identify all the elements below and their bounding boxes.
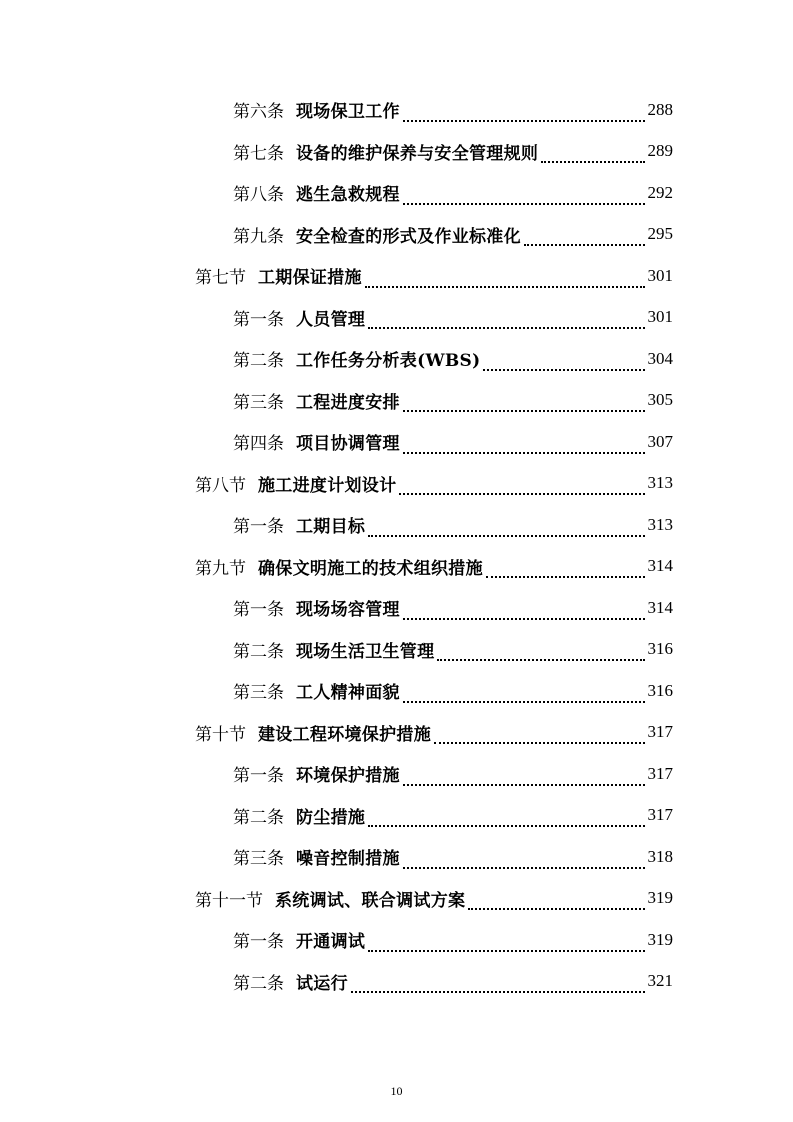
dot-leader [403,187,645,205]
toc-entry-page: 301 [647,307,673,327]
toc-entry-title: 确保文明施工的技术组织措施 [258,558,483,579]
toc-entry-number: 第七条 [233,143,284,164]
dot-leader [541,145,644,163]
toc-entry[interactable] [0,89,793,131]
toc-entry[interactable] [0,546,793,588]
toc-entry-page: 316 [647,639,673,659]
dot-leader [483,353,644,371]
toc-entry-page: 317 [647,805,673,825]
toc-entry-page: 314 [647,597,673,617]
toc-entry-number: 第一条 [233,932,284,953]
toc-entry[interactable] [0,878,793,920]
dot-leader [437,643,644,661]
toc-entry-title: 防尘措施 [296,807,366,828]
dot-leader [399,477,644,495]
dot-leader [368,934,644,952]
toc-entry-number: 第四条 [233,434,284,455]
toc-entry-page: 288 [647,99,673,119]
toc-entry-page: 292 [647,182,673,202]
toc-entry-title: 现场生活卫生管理 [296,641,435,662]
toc-entry-number: 第九条 [233,226,284,247]
toc-entry[interactable] [0,131,793,173]
dot-leader [368,519,644,537]
toc-entry-page: 307 [647,431,673,451]
toc-entry-title: 项目协调管理 [296,434,400,455]
toc-entry-page: 313 [647,514,673,534]
toc-entry[interactable] [0,795,793,837]
toc-entry-page: 321 [647,971,673,991]
toc-entry-number: 第九节 [195,558,246,579]
toc-entry[interactable] [0,297,793,339]
toc-entry[interactable] [0,380,793,422]
toc-entry-number: 第二条 [233,351,284,372]
toc-entry-title: 工期目标 [296,517,366,538]
table-of-contents [0,89,793,1002]
toc-entry-page: 289 [647,141,673,161]
toc-entry-page: 301 [647,265,673,285]
dot-leader [403,768,645,786]
toc-entry[interactable] [0,421,793,463]
toc-entry-page: 316 [647,680,673,700]
toc-entry[interactable] [0,836,793,878]
toc-entry[interactable] [0,172,793,214]
toc-entry[interactable] [0,463,793,505]
toc-entry[interactable] [0,670,793,712]
dot-leader [468,892,644,910]
toc-entry-page: 295 [647,224,673,244]
toc-entry-title: 开通调试 [296,932,366,953]
toc-entry[interactable] [0,961,793,1003]
toc-entry-number: 第三条 [233,392,284,413]
dot-leader [403,394,645,412]
toc-entry[interactable] [0,587,793,629]
toc-entry[interactable] [0,753,793,795]
dot-leader [524,228,645,246]
toc-entry-title: 设备的维护保养与安全管理规则 [296,143,539,164]
dot-leader [434,726,645,744]
toc-entry-title: 人员管理 [296,309,366,330]
toc-entry-title: 试运行 [296,973,348,994]
toc-entry-number: 第一条 [233,766,284,787]
toc-entry-page: 319 [647,888,673,908]
toc-entry-title: 环境保护措施 [296,766,400,787]
toc-entry-title: 工程进度安排 [296,392,400,413]
toc-entry[interactable] [0,629,793,671]
toc-entry-number: 第二条 [233,641,284,662]
toc-entry[interactable] [0,214,793,256]
toc-entry-title: 工人精神面貌 [296,683,400,704]
dot-leader [403,104,645,122]
toc-entry-title: 工作任务分析表(WBS) [296,351,481,372]
toc-entry-title: 安全检查的形式及作业标准化 [296,226,521,247]
toc-entry[interactable] [0,919,793,961]
toc-entry[interactable] [0,338,793,380]
toc-entry-number: 第一条 [233,517,284,538]
toc-entry-number: 第二条 [233,973,284,994]
toc-entry-page: 319 [647,929,673,949]
toc-entry-number: 第八节 [195,475,246,496]
dot-leader [403,685,645,703]
toc-entry-number: 第六条 [233,102,284,123]
toc-entry[interactable] [0,255,793,297]
toc-entry-page: 313 [647,473,673,493]
toc-entry-page: 314 [647,556,673,576]
toc-entry-number: 第一条 [233,309,284,330]
toc-entry-title: 建设工程环境保护措施 [258,724,431,745]
toc-entry-number: 第三条 [233,849,284,870]
toc-entry-number: 第二条 [233,807,284,828]
toc-entry-title: 施工进度计划设计 [258,475,397,496]
dot-leader [403,851,645,869]
page-number: 10 [390,1084,403,1098]
toc-entry-page: 305 [647,390,673,410]
dot-leader [365,270,645,288]
toc-entry-number: 第一条 [233,600,284,621]
dot-leader [403,602,645,620]
toc-entry[interactable] [0,712,793,754]
toc-entry-number: 第十一节 [195,890,263,911]
toc-entry-title: 噪音控制措施 [296,849,400,870]
toc-entry-number: 第七节 [195,268,246,289]
dot-leader [368,809,644,827]
toc-entry-page: 304 [647,348,673,368]
toc-entry-page: 318 [647,846,673,866]
toc-entry-title: 系统调试、联合调试方案 [275,890,466,911]
toc-entry-page: 317 [647,763,673,783]
dot-leader [368,311,644,329]
toc-entry-number: 第十节 [195,724,246,745]
dot-leader [486,560,645,578]
toc-entry[interactable] [0,504,793,546]
dot-leader [403,436,645,454]
toc-entry-page: 317 [647,722,673,742]
toc-entry-title: 现场保卫工作 [296,102,400,123]
toc-entry-number: 第八条 [233,185,284,206]
toc-entry-title: 逃生急救规程 [296,185,400,206]
toc-entry-title: 工期保证措施 [258,268,362,289]
toc-entry-number: 第三条 [233,683,284,704]
toc-entry-title: 现场场容管理 [296,600,400,621]
dot-leader [351,975,645,993]
